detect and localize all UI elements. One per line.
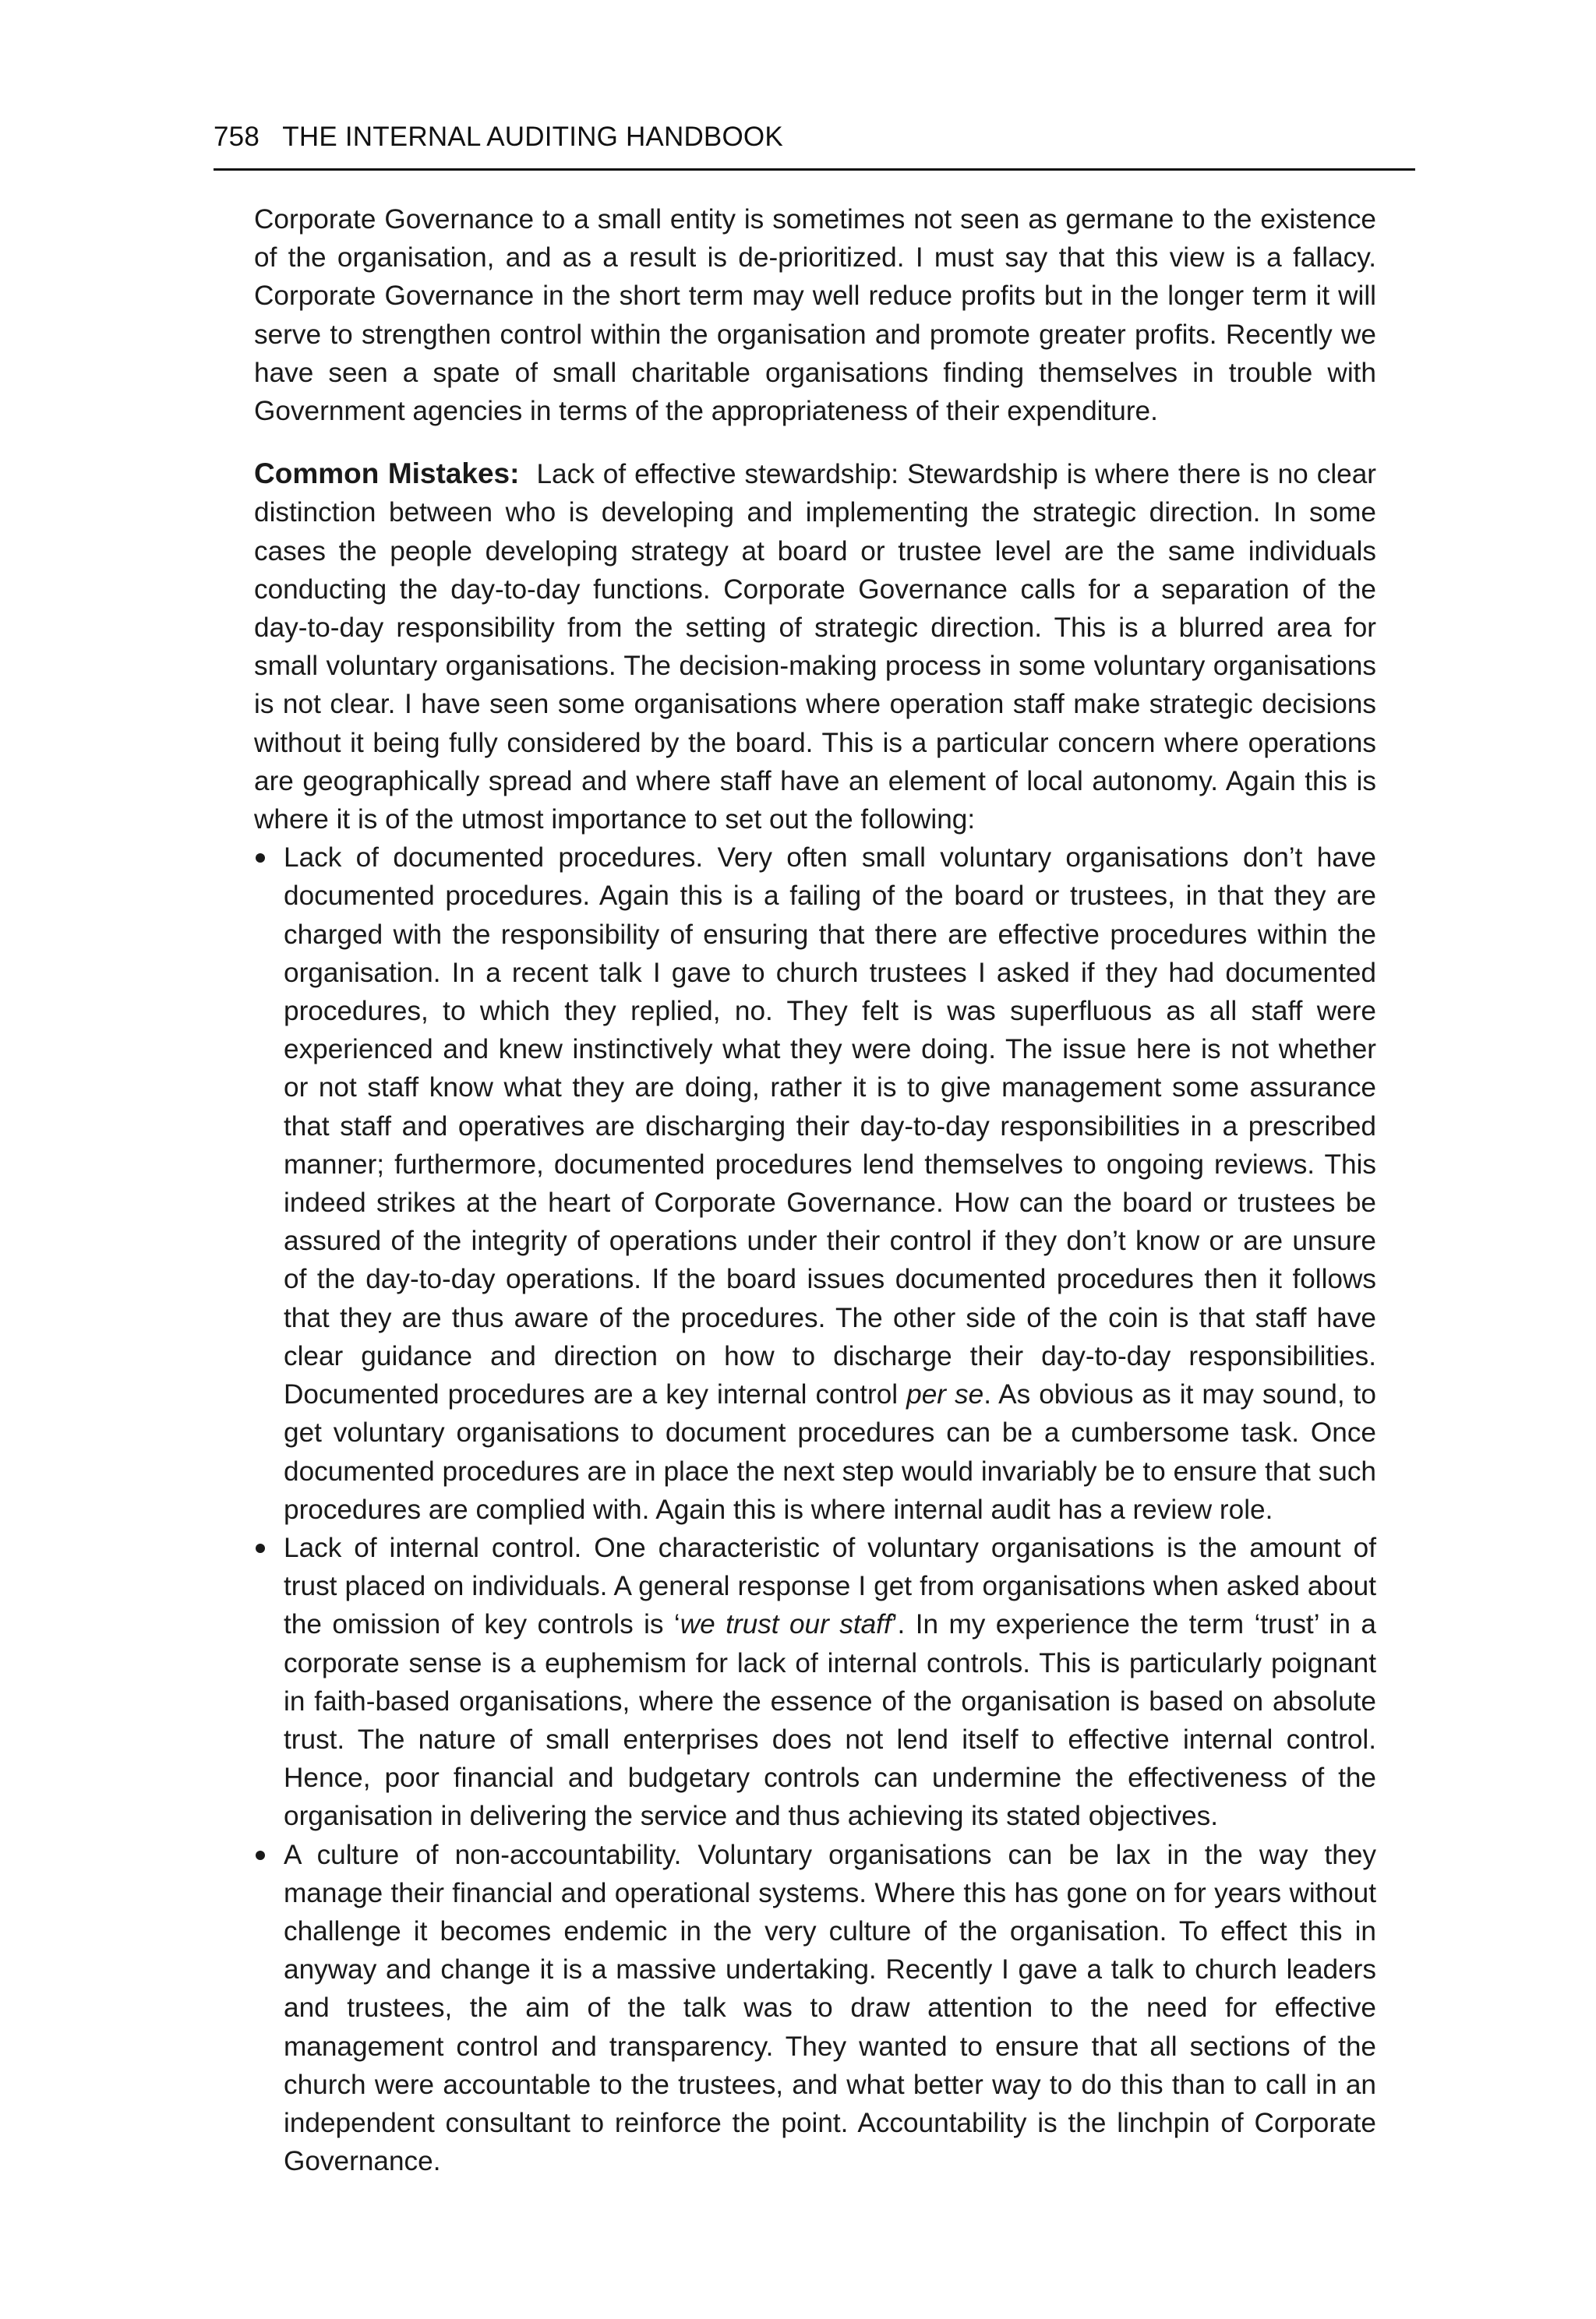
header-rule: [214, 168, 1415, 171]
list-item: [254, 838, 1376, 1529]
running-head-title: THE INTERNAL AUDITING HANDBOOK: [282, 122, 783, 152]
paragraph-spacer: [254, 430, 1376, 454]
bullet-text: A culture of non-accountability. Voluntary organisations can be lax in the way they manage their financial and operational systems. Where this has gone on for years without challenge it becomes endemic in the very culture of the organisation. To effect this in anyway and change it is a massive undertaking. Recently I gave a talk to church leaders and trustees, the aim of the talk was to draw attention to the need for effective management control and transparency. They wanted to ensure that all sections of the church were accountable to the trustees, and what better way to do this than to call in an independent consultant to reinforce the point. Accountability is the linchpin of Corporate Governance.: [284, 1839, 1376, 2177]
bullet-emphasis: per se: [906, 1379, 984, 1410]
page-number: 758: [214, 122, 260, 152]
bullet-text: Lack of internal control. One characteristic of voluntary organisations is the amount of trust placed on individuals. A general response I get from organisations when asked about the omission of key controls is ‘: [284, 1532, 1376, 1640]
common-mistakes-text: Lack of effective stewardship: Stewardship is where there is no clear distinction between who is developing and implementing the strategic direction. In some cases the people developing strategy at board or trustee level are the same individuals conducting the day-to-day functions. Corporate Governance calls for a separation of the day-to-day responsibility from the setting of strategic direction. This is a blurred area for small voluntary organisations. The decision-making process in some voluntary organisations is not clear. I have seen some organisations where operation staff make strategic decisions without it being fully considered by the board. This is a particular concern where operations are geographically spread and where staff have an element of local autonomy. Again this is where it is of the utmost importance to set out the following:: [254, 459, 1377, 835]
bullet-text: Lack of documented procedures. Very often small voluntary organisations don’t have documented procedures. Again this is a failing of the board or trustees, in that they are charged with the responsibility of ensuring that there are effective procedures within the organisation. In a recent talk I gave to church trustees I asked if they had documented procedures, to which they replied, no. They felt is was superfluous as all staff were experienced and knew instinctively what they were doing. The issue here is not whether or not staff know what they are doing, rather it is to give management some assurance that staff and operatives are discharging their day-to-day responsibilities in a prescribed manner; furthermore, documented procedures lend themselves to ongoing reviews. This indeed strikes at the heart of Corporate Governance. How can the board or trustees be assured of the integrity of operations under their control if they don’t know or are unsure of the day-to-day operations. If the board issues documented procedures then it follows that they are thus aware of the procedures. The other side of the coin is that staff have clear guidance and direction on how to discharge their day-to-day responsibilities. Documented procedures are a key internal control: [284, 842, 1376, 1410]
bullet-emphasis: we trust our staff: [680, 1609, 892, 1640]
running-head: [214, 122, 783, 153]
bullet-icon: [256, 853, 265, 863]
bullet-list: [254, 838, 1376, 2180]
body-text: [254, 200, 1376, 2180]
bullet-icon: [256, 1544, 265, 1553]
bullet-icon: [256, 1851, 265, 1860]
bullet-text-continued: . As obvious as it may sound, to get voluntary organisations to document procedures can be a cumbersome task. Once documented procedures are in place the next step would invariably be to ensure that such procedures are complied with. Again this is where internal audit has a review role.: [284, 1379, 1376, 1525]
bullet-text-continued: ’. In my experience the term ‘trust’ in a corporate sense is a euphemism for lack of internal controls. This is particularly poignant in faith-based organisations, where the essence of the organisation is based on absolute trust. The nature of small enterprises does not lend itself to effective internal control. Hence, poor financial and budgetary controls can undermine the effectiveness of the organisation in delivering the service and thus achieving its stated objectives.: [284, 1609, 1376, 1832]
list-item: [254, 1529, 1376, 1836]
intro-paragraph: Corporate Governance to a small entity is sometimes not seen as germane to the existence of the organisation, and as a result is de-prioritized. I must say that this view is a fallacy. Corporate Governance in the short term may well reduce profits but in the longer term it will serve to strengthen control within the organisation and promote greater profits. Recently we have seen a spate of small charitable organisations finding themselves in trouble with Government agencies in terms of the appropriateness of their expenditure.: [254, 204, 1376, 427]
common-mistakes-paragraph: [254, 454, 1376, 838]
list-item: [254, 1836, 1376, 2181]
common-mistakes-heading: Common Mistakes:: [254, 457, 520, 490]
